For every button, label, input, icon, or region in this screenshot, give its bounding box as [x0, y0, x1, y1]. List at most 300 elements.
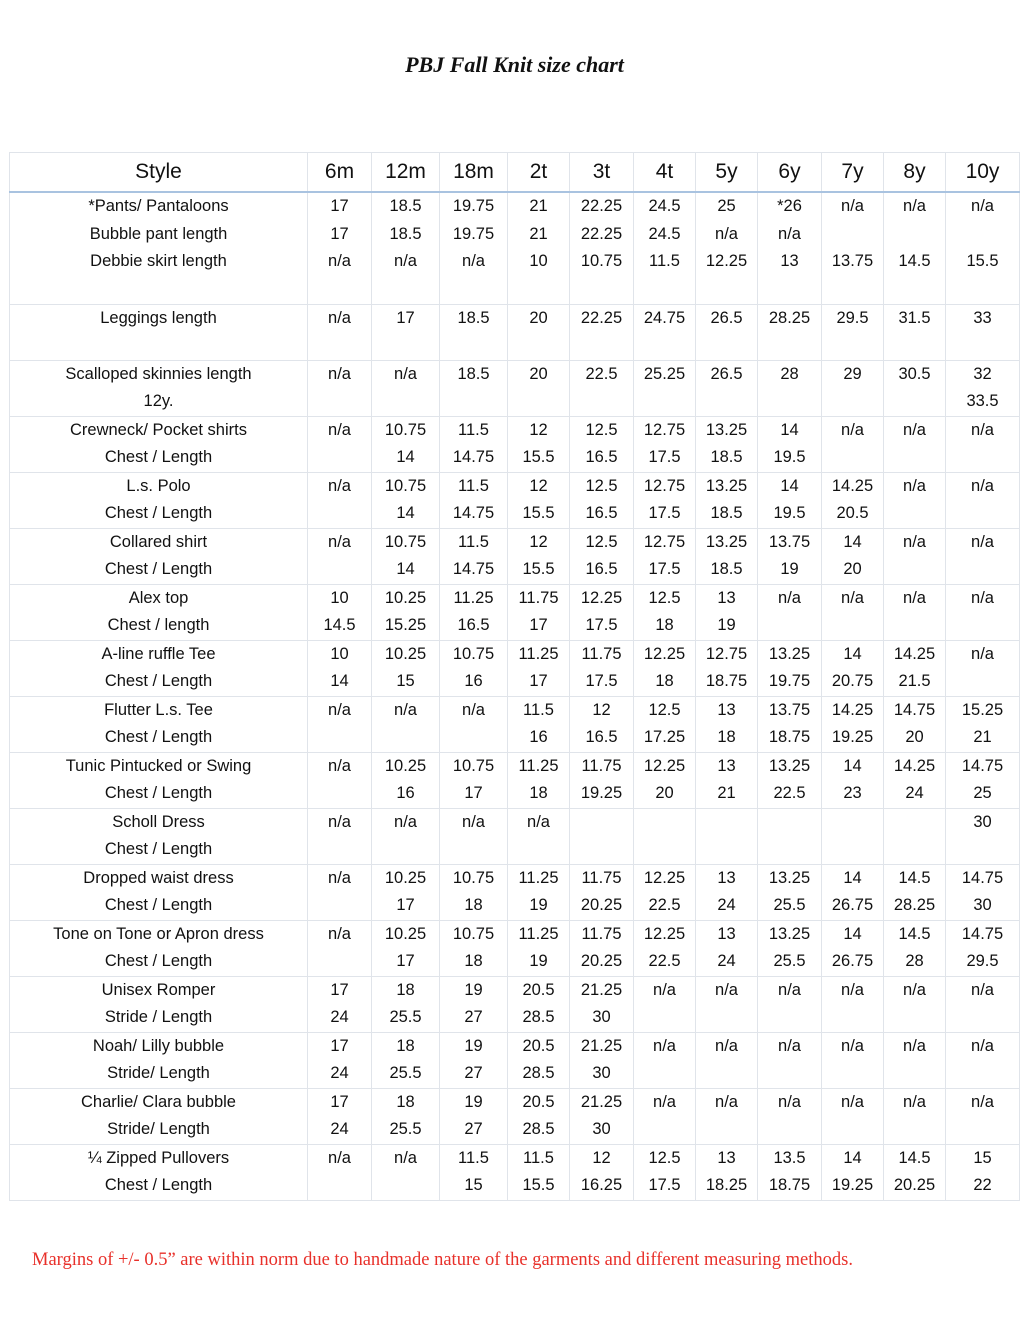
measurement-value: 18 — [464, 952, 483, 970]
size-cell — [308, 360, 372, 416]
style-cell — [10, 360, 308, 416]
measurement-value: 21 — [717, 784, 736, 802]
measurement-value: 14 — [396, 448, 415, 466]
style-name-line: Stride/ Length — [107, 1120, 210, 1138]
table-row — [10, 1144, 1020, 1200]
measurement-value: 14.25 — [831, 476, 874, 495]
measurement-value: 22.25 — [580, 308, 623, 327]
measurement-value: 10 — [529, 252, 548, 270]
measurement-value: 29.5 — [836, 308, 869, 327]
size-cell — [758, 864, 822, 920]
style-name-line: Chest / Length — [104, 1176, 213, 1194]
size-cell — [570, 1144, 634, 1200]
measurement-value: 14.75 — [893, 700, 936, 719]
size-cell — [308, 304, 372, 360]
measurement-value: 14.5 — [898, 924, 931, 943]
style-name-line: A-line ruffle Tee — [101, 644, 216, 663]
size-cell — [884, 808, 946, 864]
table-row — [10, 472, 1020, 528]
measurement-value: 20 — [843, 560, 862, 578]
size-cell — [440, 864, 508, 920]
measurement-value: 17.5 — [648, 560, 681, 578]
table-row — [10, 360, 1020, 416]
style-cell — [10, 192, 308, 304]
size-cell — [634, 640, 696, 696]
measurement-value: 19 — [464, 1092, 483, 1111]
style-name-line: Tunic Pintucked or Swing — [65, 756, 252, 775]
size-cell — [634, 920, 696, 976]
measurement-value: 26.75 — [831, 952, 874, 970]
measurement-value: 10.75 — [384, 476, 427, 495]
measurement-value: 19 — [780, 560, 799, 578]
measurement-value: 24 — [717, 896, 736, 914]
measurement-value: 14.75 — [961, 756, 1004, 775]
measurement-value: 16 — [396, 784, 415, 802]
size-cell — [440, 304, 508, 360]
measurement-value: n/a — [971, 197, 994, 215]
style-name-line: Crewneck/ Pocket shirts — [70, 420, 247, 439]
measurement-value: 12.5 — [648, 700, 681, 719]
measurement-value: 25.25 — [643, 364, 686, 383]
style-cell — [10, 584, 308, 640]
measurement-value: n/a — [971, 532, 994, 551]
measurement-value: 11.5 — [523, 1148, 554, 1167]
column-header-size: 6y — [758, 153, 822, 193]
style-cell — [10, 1088, 308, 1144]
measurement-value: 11.75 — [581, 924, 622, 943]
style-name-line: Bubble pant length — [89, 224, 228, 243]
size-cell — [696, 528, 758, 584]
measurement-value: 14 — [780, 420, 799, 439]
measurement-value: 14.75 — [452, 560, 495, 578]
style-cell — [10, 696, 308, 752]
size-cell — [884, 976, 946, 1032]
size-cell — [308, 808, 372, 864]
measurement-value: 21.25 — [580, 980, 623, 999]
measurement-value: 19 — [529, 952, 548, 970]
measurement-value: 19.25 — [580, 784, 623, 802]
measurement-value: 13.25 — [768, 868, 811, 887]
measurement-value: 20.75 — [831, 672, 874, 690]
size-cell — [884, 1088, 946, 1144]
size-cell — [822, 864, 884, 920]
measurement-value: 25 — [717, 197, 736, 215]
measurement-value: 19 — [464, 980, 483, 999]
size-cell — [570, 192, 634, 304]
size-cell — [696, 920, 758, 976]
measurement-value: 15.5 — [522, 1176, 555, 1194]
measurement-value: 19.75 — [452, 224, 495, 243]
measurement-value: 30 — [592, 1008, 611, 1026]
column-header-size: 3t — [570, 153, 634, 193]
style-name-line: Chest / length — [107, 616, 210, 634]
size-cell — [696, 1088, 758, 1144]
measurement-value: n/a — [328, 868, 351, 887]
size-cell — [508, 640, 570, 696]
style-name-line — [10, 332, 307, 360]
style-name-line: Chest / Length — [104, 728, 213, 746]
measurement-value: 30.5 — [898, 364, 931, 383]
measurement-value: 12.25 — [643, 644, 686, 663]
measurement-value: 11.5 — [458, 1148, 489, 1167]
size-cell — [372, 1088, 440, 1144]
measurement-value: 12.5 — [585, 420, 618, 439]
size-cell — [440, 472, 508, 528]
size-cell — [946, 920, 1020, 976]
measurement-value: 17 — [330, 224, 349, 243]
measurement-value: 14 — [330, 672, 349, 690]
table-row — [10, 696, 1020, 752]
size-cell — [440, 416, 508, 472]
size-cell — [308, 920, 372, 976]
size-cell — [308, 1144, 372, 1200]
size-cell — [634, 416, 696, 472]
size-cell — [946, 192, 1020, 304]
style-cell — [10, 920, 308, 976]
measurement-value: n/a — [903, 1036, 926, 1055]
measurement-value: 18.75 — [705, 672, 748, 690]
measurement-value: 19.75 — [452, 197, 495, 215]
measurement-value: 14.75 — [452, 448, 495, 466]
measurement-value: 13.75 — [831, 252, 874, 270]
size-cell — [308, 416, 372, 472]
size-cell — [822, 584, 884, 640]
measurement-value: 20 — [529, 308, 548, 327]
size-cell — [634, 696, 696, 752]
size-cell — [634, 864, 696, 920]
measurement-value: 17.5 — [585, 672, 618, 690]
measurement-value: 17.5 — [648, 504, 681, 522]
measurement-value: 17.5 — [585, 616, 618, 634]
measurement-value: 11.25 — [518, 924, 559, 943]
size-cell — [372, 808, 440, 864]
measurement-value: n/a — [971, 476, 994, 495]
measurement-value: 18 — [396, 980, 415, 999]
measurement-value: 19 — [464, 1036, 483, 1055]
table-row — [10, 920, 1020, 976]
style-cell — [10, 1032, 308, 1088]
measurement-value: *26 — [777, 197, 802, 215]
size-cell — [372, 416, 440, 472]
size-cell — [758, 640, 822, 696]
size-cell — [570, 920, 634, 976]
measurement-value: 13 — [717, 868, 736, 887]
style-name-line: Chest / Length — [104, 896, 213, 914]
measurement-value: 14.75 — [961, 868, 1004, 887]
measurement-value: 24 — [905, 784, 924, 802]
measurement-value: 25.5 — [389, 1064, 422, 1082]
measurement-value: 14 — [396, 504, 415, 522]
measurement-value: 11.5 — [523, 700, 554, 719]
measurement-value: 26.5 — [710, 364, 743, 383]
style-name-line: L.s. Polo — [126, 476, 191, 495]
measurement-value: 13.25 — [705, 420, 748, 439]
style-cell — [10, 528, 308, 584]
measurement-value: 15.5 — [966, 252, 999, 270]
size-cell — [758, 416, 822, 472]
measurement-value: 14 — [843, 1148, 862, 1167]
size-cell — [822, 192, 884, 304]
measurement-value: 30 — [592, 1064, 611, 1082]
measurement-value: n/a — [328, 924, 351, 943]
measurement-value: 26.5 — [710, 308, 743, 327]
table-row — [10, 1032, 1020, 1088]
measurement-value: 13 — [717, 756, 736, 775]
size-cell — [946, 696, 1020, 752]
size-cell — [696, 192, 758, 304]
size-chart-body — [10, 192, 1020, 1200]
measurement-value: 12 — [529, 420, 548, 439]
measurement-value: 16.5 — [585, 560, 618, 578]
measurement-value: 16.5 — [585, 448, 618, 466]
size-cell — [570, 640, 634, 696]
measurement-value: 28.5 — [522, 1008, 555, 1026]
measurement-value: 12.75 — [643, 476, 686, 495]
measurement-value: 22.5 — [585, 364, 618, 383]
style-name-line: Chest / Length — [104, 504, 213, 522]
size-cell — [570, 472, 634, 528]
size-cell — [946, 864, 1020, 920]
style-name-line: Charlie/ Clara bubble — [80, 1092, 236, 1111]
size-cell — [946, 472, 1020, 528]
measurement-value: 26.75 — [831, 896, 874, 914]
style-name-line: Stride/ Length — [107, 1064, 210, 1082]
style-cell — [10, 976, 308, 1032]
measurement-value: 27 — [464, 1120, 483, 1138]
style-cell — [10, 472, 308, 528]
measurement-value: 19.75 — [768, 672, 811, 690]
measurement-value: 19.25 — [831, 728, 874, 746]
column-header-size: 4t — [634, 153, 696, 193]
measurement-value: 14 — [843, 868, 862, 887]
style-name-line: Chest / Length — [104, 448, 213, 466]
header-row — [10, 153, 1020, 193]
size-cell — [308, 864, 372, 920]
measurement-value: 17 — [529, 672, 548, 690]
measurement-value: 12.75 — [643, 532, 686, 551]
size-cell — [634, 752, 696, 808]
measurement-value: 11.75 — [518, 588, 559, 607]
measurement-value: n/a — [394, 1148, 417, 1167]
measurement-value: 11.75 — [581, 756, 622, 775]
size-cell — [634, 472, 696, 528]
measurement-value: 16 — [529, 728, 548, 746]
table-row — [10, 192, 1020, 304]
measurement-value: 15.5 — [522, 448, 555, 466]
style-cell — [10, 304, 308, 360]
style-name-line: Flutter L.s. Tee — [104, 700, 213, 719]
measurement-value: 17 — [330, 1036, 349, 1055]
size-cell — [508, 416, 570, 472]
size-cell — [508, 1032, 570, 1088]
measurement-value: 31.5 — [898, 308, 931, 327]
style-cell — [10, 752, 308, 808]
size-cell — [634, 1032, 696, 1088]
style-name-line: Dropped waist dress — [83, 868, 234, 887]
measurement-value: 13.25 — [768, 644, 811, 663]
measurement-value: n/a — [394, 364, 417, 383]
measurement-value: n/a — [394, 252, 417, 270]
size-cell — [758, 1144, 822, 1200]
size-cell — [884, 696, 946, 752]
size-cell — [946, 640, 1020, 696]
measurement-value: n/a — [971, 420, 994, 439]
measurement-value: 14 — [780, 476, 799, 495]
measurement-value: 10.75 — [384, 420, 427, 439]
measurement-value: n/a — [328, 700, 351, 719]
size-cell — [308, 192, 372, 304]
column-header-size: 7y — [822, 153, 884, 193]
measurement-value: 10 — [330, 644, 349, 663]
style-name-line: Chest / Length — [104, 784, 213, 802]
measurement-value: 11.5 — [458, 420, 489, 439]
measurement-value: 22.5 — [773, 784, 806, 802]
measurement-value: n/a — [971, 644, 994, 663]
measurement-value: 23 — [843, 784, 862, 802]
measurement-value: n/a — [903, 532, 926, 551]
size-cell — [758, 696, 822, 752]
measurement-value: 21 — [529, 224, 548, 243]
measurement-value: 17.5 — [648, 448, 681, 466]
size-cell — [372, 976, 440, 1032]
measurement-value: 18 — [464, 896, 483, 914]
size-cell — [440, 1088, 508, 1144]
measurement-value: 10.75 — [580, 252, 623, 270]
measurement-value: 13.5 — [773, 1148, 806, 1167]
size-cell — [570, 808, 634, 864]
size-cell — [822, 304, 884, 360]
size-cell — [508, 192, 570, 304]
size-chart-table — [9, 152, 1020, 1201]
measurement-value: 11.25 — [518, 756, 559, 775]
size-cell — [758, 752, 822, 808]
size-cell — [372, 304, 440, 360]
measurement-value: n/a — [328, 756, 351, 775]
measurement-value: 32 — [973, 364, 992, 383]
size-cell — [822, 1088, 884, 1144]
size-cell — [884, 920, 946, 976]
size-cell — [696, 808, 758, 864]
table-row — [10, 752, 1020, 808]
size-cell — [758, 192, 822, 304]
measurement-value: 13 — [717, 924, 736, 943]
measurement-value: 25.5 — [389, 1008, 422, 1026]
measurement-value: n/a — [462, 812, 485, 831]
size-cell — [308, 1032, 372, 1088]
measurement-value: 18 — [717, 728, 736, 746]
measurement-value: n/a — [971, 1036, 994, 1055]
measurement-value: 24 — [330, 1120, 349, 1138]
measurement-value: n/a — [715, 224, 738, 243]
measurement-value: 12 — [529, 532, 548, 551]
size-cell — [696, 640, 758, 696]
size-cell — [308, 528, 372, 584]
style-name-line: Debbie skirt length — [90, 252, 227, 270]
measurement-value: 12.5 — [585, 532, 618, 551]
measurement-value: 18.5 — [710, 560, 743, 578]
measurement-value: 15 — [396, 672, 415, 690]
style-name-line: Tone on Tone or Apron dress — [53, 924, 264, 943]
measurement-value: n/a — [653, 1092, 676, 1111]
style-name-line: Unisex Romper — [101, 980, 216, 999]
size-cell — [696, 1032, 758, 1088]
measurement-value: 12.25 — [643, 924, 686, 943]
style-name-line: Chest / Length — [104, 840, 213, 858]
size-cell — [308, 752, 372, 808]
measurement-value: 16.5 — [585, 504, 618, 522]
size-cell — [372, 1032, 440, 1088]
measurement-value: 18.5 — [710, 448, 743, 466]
column-header-style: Style — [10, 153, 308, 193]
measurement-value: n/a — [778, 1036, 801, 1055]
size-cell — [570, 1088, 634, 1144]
table-row — [10, 976, 1020, 1032]
measurement-value: n/a — [971, 980, 994, 999]
size-cell — [508, 976, 570, 1032]
measurement-value: n/a — [328, 476, 351, 495]
size-cell — [634, 360, 696, 416]
measurement-value: 14 — [843, 532, 862, 551]
measurement-value: 28.5 — [522, 1120, 555, 1138]
measurement-value: 20.5 — [522, 1036, 555, 1055]
size-cell — [822, 360, 884, 416]
measurement-value: 24.5 — [648, 197, 681, 215]
style-cell — [10, 864, 308, 920]
size-cell — [440, 808, 508, 864]
measurement-value: 24.75 — [643, 308, 686, 327]
measurement-value: 10.25 — [384, 588, 427, 607]
size-cell — [946, 752, 1020, 808]
measurement-value: 10.75 — [384, 532, 427, 551]
size-cell — [372, 864, 440, 920]
style-name-line: Stride / Length — [104, 1008, 213, 1026]
measurement-value: 14 — [843, 756, 862, 775]
measurement-value: n/a — [778, 980, 801, 999]
size-cell — [946, 584, 1020, 640]
measurement-value: n/a — [394, 700, 417, 719]
measurement-value: 20.25 — [580, 952, 623, 970]
size-cell — [440, 696, 508, 752]
measurement-value: n/a — [903, 1092, 926, 1111]
measurement-value: 20 — [529, 364, 548, 383]
size-cell — [508, 584, 570, 640]
measurement-value: n/a — [903, 476, 926, 495]
measurement-value: 20 — [655, 784, 674, 802]
measurement-value: 11.75 — [581, 644, 622, 663]
size-cell — [372, 696, 440, 752]
measurement-value: 22.5 — [648, 896, 681, 914]
measurement-value — [946, 221, 1019, 249]
size-cell — [372, 640, 440, 696]
size-cell — [570, 696, 634, 752]
measurement-value: 14.75 — [452, 504, 495, 522]
table-row — [10, 304, 1020, 360]
measurement-value: n/a — [462, 700, 485, 719]
column-header-size: 8y — [884, 153, 946, 193]
size-cell — [884, 752, 946, 808]
measurement-value: 12.5 — [648, 1148, 681, 1167]
measurement-value: 33.5 — [966, 392, 999, 410]
size-cell — [440, 752, 508, 808]
size-cell — [570, 976, 634, 1032]
style-name-line: Scholl Dress — [112, 812, 205, 831]
measurement-value: 18.5 — [389, 224, 422, 243]
size-cell — [696, 416, 758, 472]
measurement-value: 24.5 — [648, 224, 681, 243]
measurement-value: 24 — [717, 952, 736, 970]
measurement-value: 18.5 — [457, 364, 490, 383]
size-cell — [822, 1144, 884, 1200]
